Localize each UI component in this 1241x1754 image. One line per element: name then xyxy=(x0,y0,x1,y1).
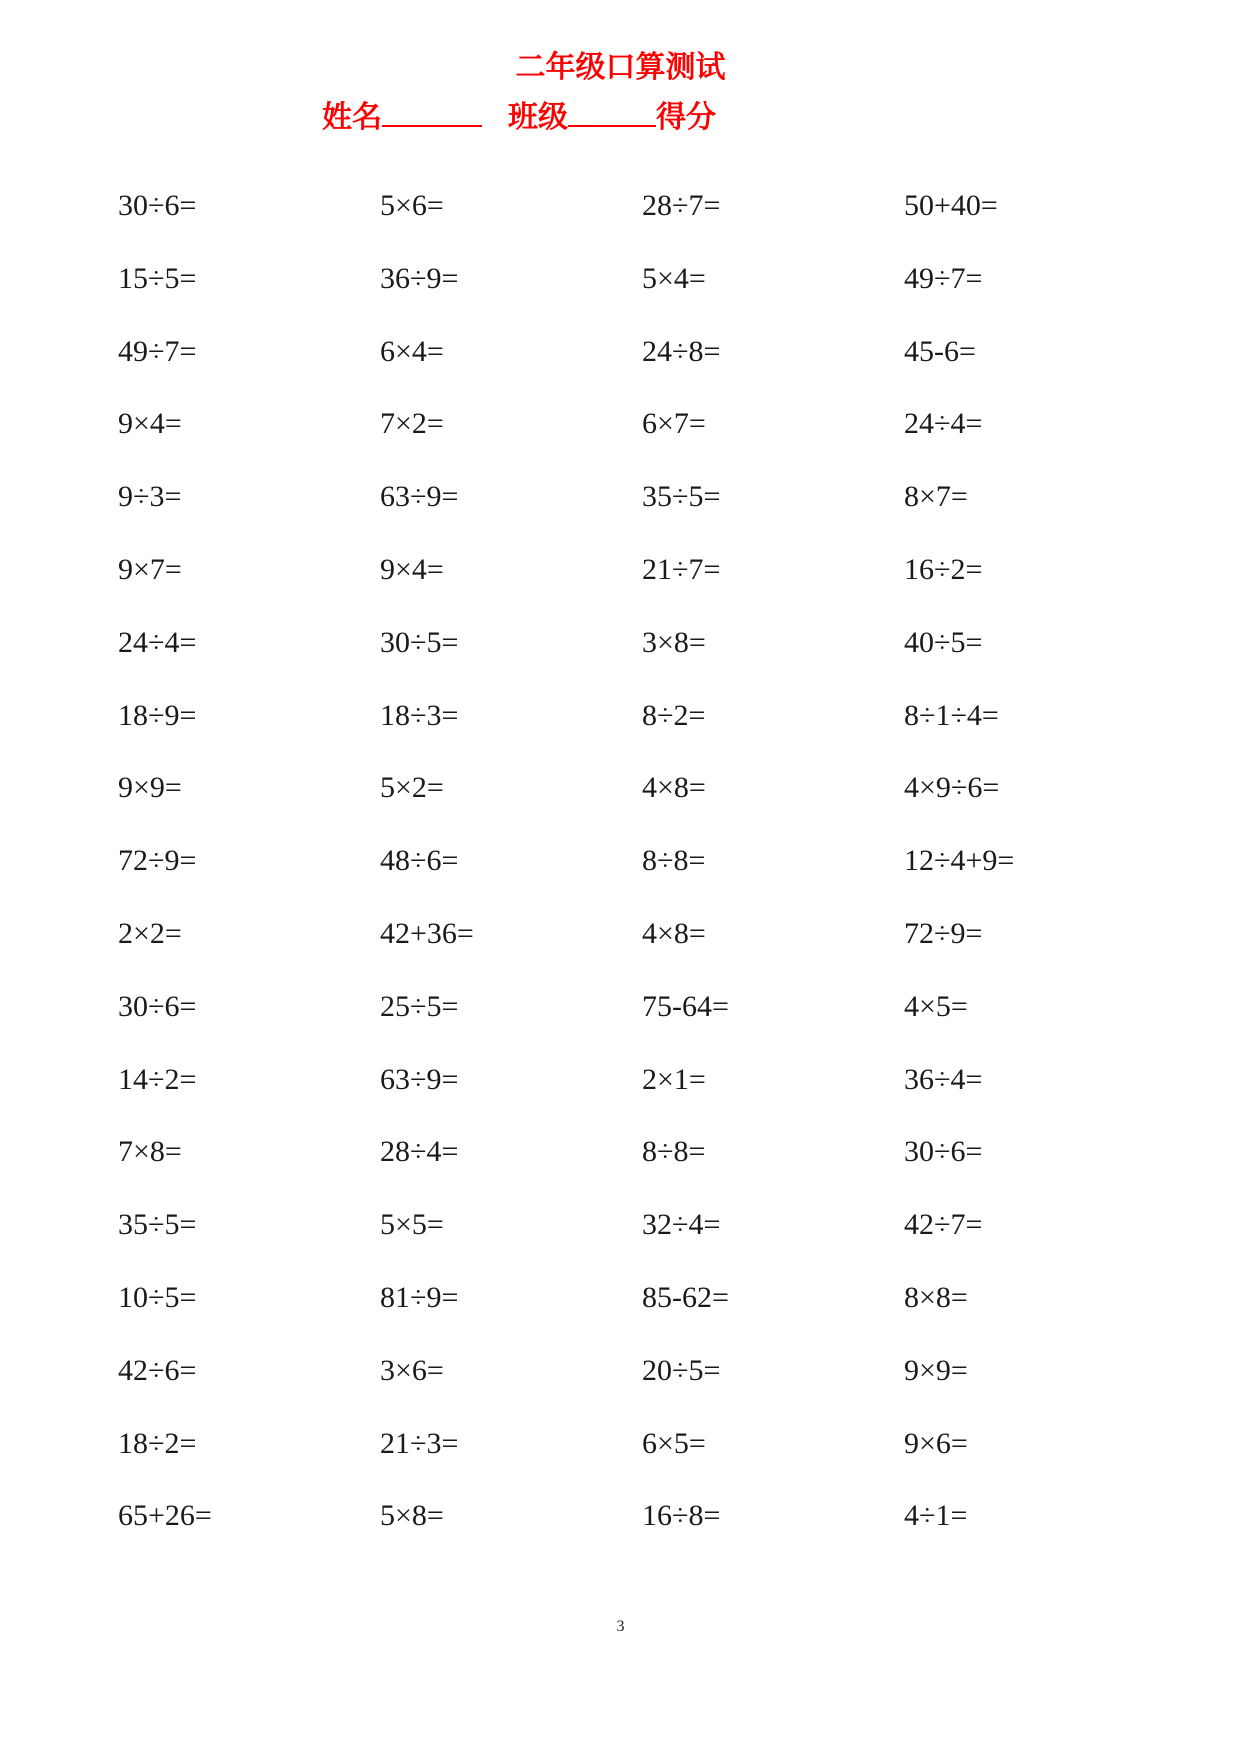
problem-item: 45-6= xyxy=(904,334,976,368)
problem-item: 63÷9= xyxy=(380,480,459,514)
problem-item: 30÷6= xyxy=(904,1135,983,1169)
problem-item: 18÷3= xyxy=(380,698,459,732)
problem-item: 3×6= xyxy=(380,1353,444,1387)
problem-item: 8÷1÷4= xyxy=(904,698,999,732)
worksheet-title-text: 二年级口算测试 xyxy=(515,50,726,85)
problem-item: 8×7= xyxy=(904,480,968,514)
problem-item: 8×8= xyxy=(904,1280,968,1314)
problem-item: 72÷9= xyxy=(118,844,197,878)
problem-item: 24÷4= xyxy=(904,407,983,441)
class-label: 班级 xyxy=(508,100,568,135)
problem-item: 16÷8= xyxy=(642,1499,721,1533)
problem-item: 4×8= xyxy=(642,771,706,805)
problem-item: 6×4= xyxy=(380,334,444,368)
problem-item: 9×4= xyxy=(380,552,444,586)
problem-item: 18÷2= xyxy=(118,1426,197,1460)
problem-item: 48÷6= xyxy=(380,844,459,878)
problem-item: 28÷7= xyxy=(642,189,721,222)
problem-item: 8÷2= xyxy=(642,698,706,732)
problem-item: 24÷4= xyxy=(118,625,197,659)
problem-item: 3×8= xyxy=(642,625,706,659)
problem-item: 30÷6= xyxy=(118,989,197,1023)
problem-item: 14÷2= xyxy=(118,1062,197,1096)
problem-item: 4÷1= xyxy=(904,1499,968,1533)
page-number: 3 xyxy=(616,1618,625,1635)
problem-item: 4×8= xyxy=(642,916,706,950)
problem-item: 28÷4= xyxy=(380,1135,459,1169)
worksheet-title xyxy=(0,42,1241,86)
problem-item: 9÷3= xyxy=(118,480,182,514)
score-label: 得分 xyxy=(656,100,716,135)
problem-item: 63÷9= xyxy=(380,1062,459,1096)
problem-item: 36÷4= xyxy=(904,1062,983,1096)
problem-grid xyxy=(118,188,1158,1571)
problem-item: 15÷5= xyxy=(118,261,197,295)
problem-item: 6×5= xyxy=(642,1426,706,1460)
name-label: 姓名 xyxy=(322,100,382,135)
problem-item: 40÷5= xyxy=(904,625,983,659)
problem-item: 9×7= xyxy=(118,552,182,586)
problem-item: 75-64= xyxy=(642,989,729,1023)
problem-item: 2×1= xyxy=(642,1062,706,1096)
problem-item: 8÷8= xyxy=(642,1135,706,1169)
problem-item: 50+40= xyxy=(904,189,998,222)
problem-item: 4×9÷6= xyxy=(904,771,1000,805)
problem-item: 9×9= xyxy=(118,771,182,805)
problem-item: 9×6= xyxy=(904,1426,968,1460)
problem-item: 30÷5= xyxy=(380,625,459,659)
problem-item: 20÷5= xyxy=(642,1353,721,1387)
problem-item: 35÷5= xyxy=(642,480,721,514)
problem-item: 81÷9= xyxy=(380,1280,459,1314)
problem-item: 18÷9= xyxy=(118,698,197,732)
problem-item: 36÷9= xyxy=(380,261,459,295)
problem-item: 8÷8= xyxy=(642,844,706,878)
problem-item: 21÷7= xyxy=(642,552,721,586)
problem-item: 25÷5= xyxy=(380,989,459,1023)
problem-item: 5×5= xyxy=(380,1208,444,1242)
class-blank[interactable] xyxy=(568,99,656,127)
problem-item: 42÷6= xyxy=(118,1353,197,1387)
problem-item: 21÷3= xyxy=(380,1426,459,1460)
problem-item: 85-62= xyxy=(642,1280,729,1314)
problem-item: 5×6= xyxy=(380,189,444,222)
problem-item: 42÷7= xyxy=(904,1208,983,1242)
problem-item: 7×2= xyxy=(380,407,444,441)
problem-item: 2×2= xyxy=(118,916,182,950)
problem-item: 9×4= xyxy=(118,407,182,441)
name-blank[interactable] xyxy=(382,99,482,127)
problem-item: 16÷2= xyxy=(904,552,983,586)
problem-item: 12÷4+9= xyxy=(904,844,1015,878)
problem-item: 5×2= xyxy=(380,771,444,805)
problem-item: 10÷5= xyxy=(118,1280,197,1314)
student-info-line xyxy=(322,92,716,136)
problem-item: 7×8= xyxy=(118,1135,182,1169)
problem-item: 32÷4= xyxy=(642,1208,721,1242)
problem-item: 49÷7= xyxy=(118,334,197,368)
problem-item: 65+26= xyxy=(118,1499,212,1533)
problem-item: 24÷8= xyxy=(642,334,721,368)
problem-item: 5×8= xyxy=(380,1499,444,1533)
problem-item: 49÷7= xyxy=(904,261,983,295)
problem-item: 30÷6= xyxy=(118,189,197,222)
problem-item: 6×7= xyxy=(642,407,706,441)
problem-item: 42+36= xyxy=(380,916,474,950)
problem-item: 35÷5= xyxy=(118,1208,197,1242)
problem-item: 9×9= xyxy=(904,1353,968,1387)
problem-item: 72÷9= xyxy=(904,916,983,950)
problem-item: 5×4= xyxy=(642,261,706,295)
problem-item: 4×5= xyxy=(904,989,968,1023)
